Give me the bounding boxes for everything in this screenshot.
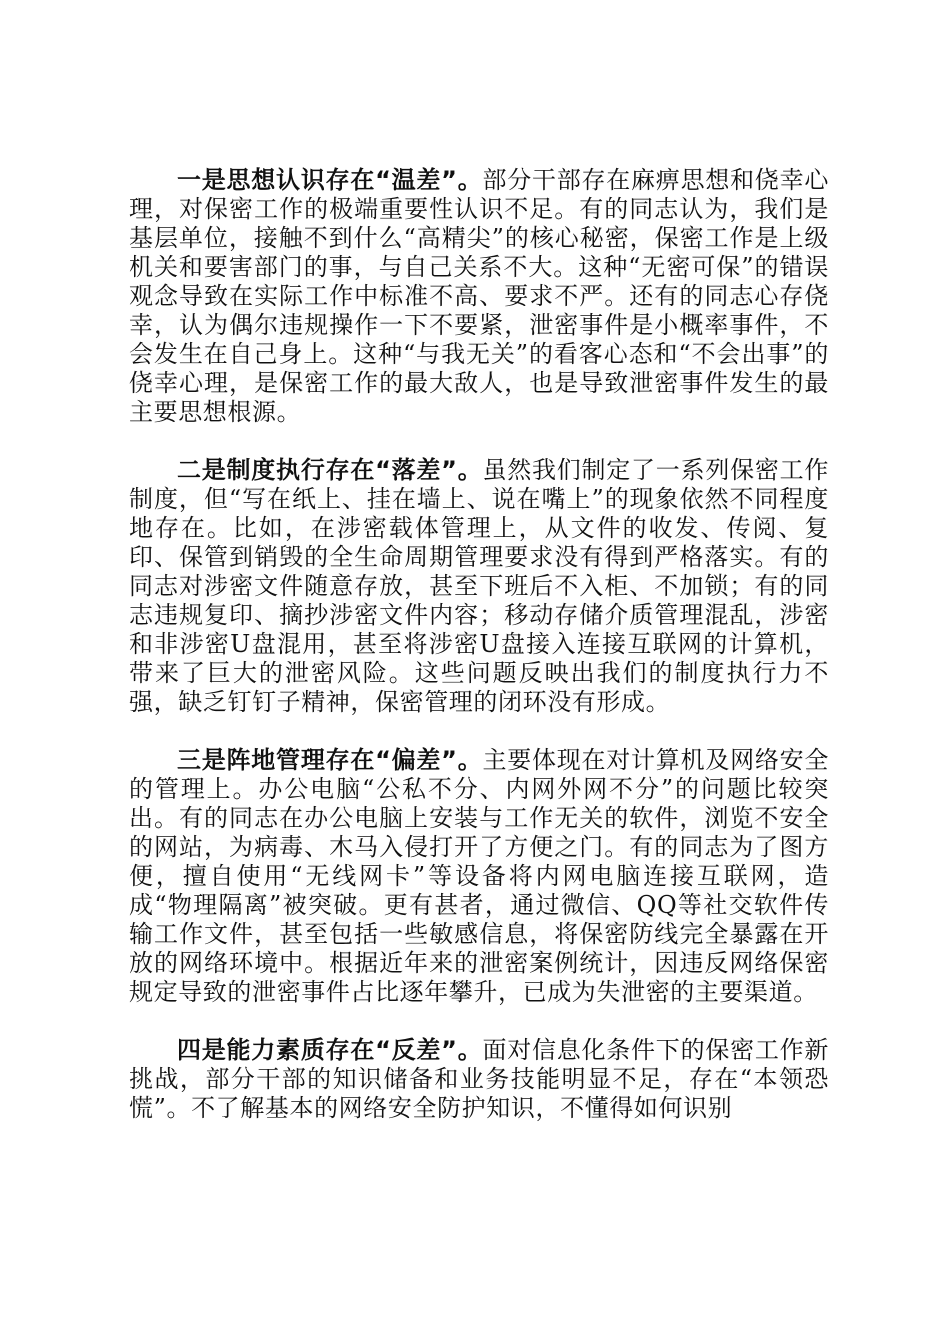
document-page: [129, 166, 829, 1152]
paragraph-ability: [129, 1036, 829, 1123]
paragraph-heading: 二是制度执行存在“落差”。: [177, 456, 483, 484]
paragraph-body: 面对信息化条件下的保密工作新挑战，部分干部的知识储备和业务技能明显不足，存在“本领恐慌”。不了解基本的网络安全防护知识，不懂得如何识别: [129, 1036, 829, 1122]
paragraph-thinking: [129, 166, 829, 427]
paragraph-body: 部分干部存在麻痹思想和侥幸心理，对保密工作的极端重要性认识不足。有的同志认为，我们是基层单位，接触不到什么“高精尖”的核心秘密，保密工作是上级机关和要害部门的事，与自己关系不大。这种“无密可保”的错误观念导致在实际工作中标准不高、要求不严。还有的同志心存侥幸，认为偶尔违规操作一下不要紧，泄密事件是小概率事件，不会发生在自己身上。这种“与我无关”的看客心态和“不会出事”的侥幸心理，是保密工作的最大敌人，也是导致泄密事件发生的最主要思想根源。: [129, 166, 829, 426]
paragraph-system: [129, 456, 829, 717]
paragraph-heading: 四是能力素质存在“反差”。: [177, 1036, 483, 1064]
paragraph-body: 虽然我们制定了一系列保密工作制度，但“写在纸上、挂在墙上、说在嘴上”的现象依然不同程度地存在。比如，在涉密载体管理上，从文件的收发、传阅、复印、保管到销毁的全生命周期管理要求没有得到严格落实。有的同志对涉密文件随意存放，甚至下班后不入柜、不加锁；有的同志违规复印、摘抄涉密文件内容；移动存储介质管理混乱，涉密和非涉密U盘混用，甚至将涉密U盘接入连接互联网的计算机，带来了巨大的泄密风险。这些问题反映出我们的制度执行力不强，缺乏钉钉子精神，保密管理的闭环没有形成。: [129, 456, 829, 716]
paragraph-heading: 一是思想认识存在“温差”。: [177, 166, 483, 194]
paragraph-body: 主要体现在对计算机及网络安全的管理上。办公电脑“公私不分、内网外网不分”的问题比较突出。有的同志在办公电脑上安装与工作无关的软件，浏览不安全的网站，为病毒、木马入侵打开了方便之门。有的同志为了图方便，擅自使用“无线网卡”等设备将内网电脑连接互联网，造成“物理隔离”被突破。更有甚者，通过微信、QQ等社交软件传输工作文件，甚至包括一些敏感信息，将保密防线完全暴露在开放的网络环境中。根据近年来的泄密案例统计，因违反网络保密规定导致的泄密事件占比逐年攀升，已成为失泄密的主要渠道。: [129, 746, 829, 1006]
paragraph-heading: 三是阵地管理存在“偏差”。: [177, 746, 483, 774]
paragraph-network: [129, 746, 829, 1007]
